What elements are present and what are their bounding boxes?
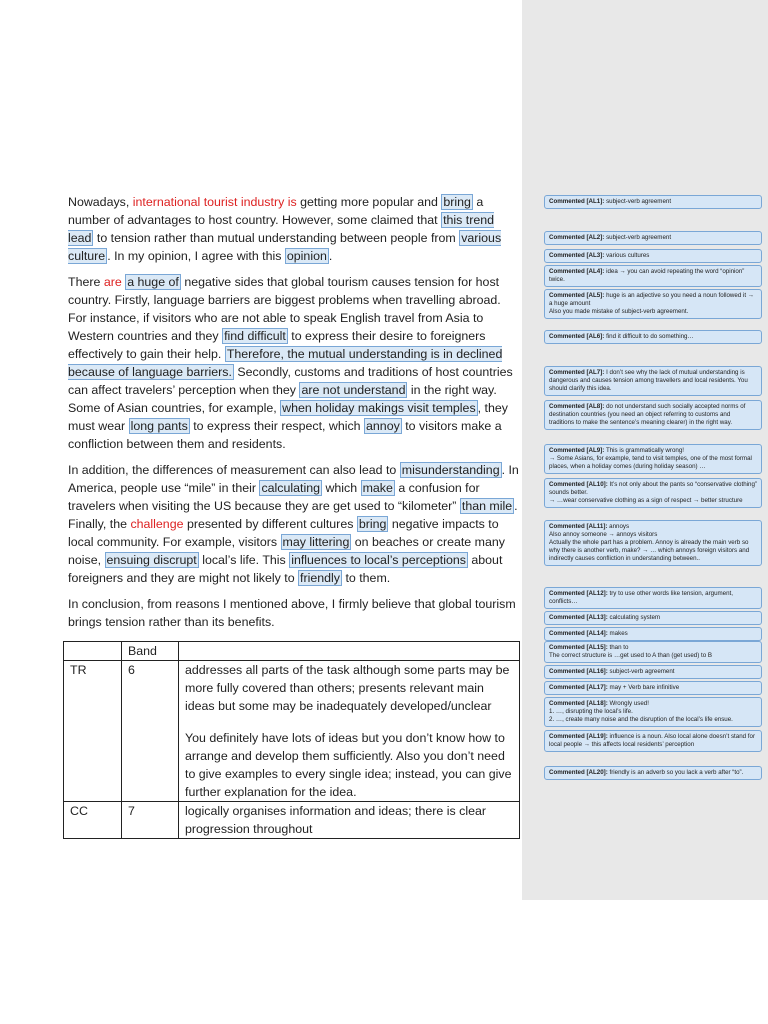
table-row [64, 661, 520, 802]
comment-balloon[interactable] [544, 478, 762, 508]
comment-text: makes [607, 630, 628, 637]
criterion-cell: TR [64, 661, 122, 802]
paragraph-2 [68, 273, 522, 453]
comment-balloon[interactable] [544, 231, 762, 245]
comment-balloon[interactable] [544, 697, 762, 727]
descriptor-text: addresses all parts of the task although some parts may be more fully covered than others; presents relevant main ideas but some may be inadequately developed/unclear [185, 663, 510, 713]
comment-text: than to [607, 644, 629, 651]
text: getting more popular and [296, 195, 442, 209]
comment-anchor[interactable]: when holiday makings visit temples [282, 401, 476, 415]
comment-text: idea → you can avoid repeating the word “opinion” twice. [549, 268, 745, 283]
table-header-cell: Band [122, 642, 179, 661]
comment-anchor[interactable]: misunderstanding [401, 463, 500, 477]
comment-anchor[interactable]: opinion [286, 249, 327, 263]
comment-balloon[interactable] [544, 249, 762, 263]
comment-anchor[interactable]: bring [358, 517, 387, 531]
comment-text: subject-verb agreement [607, 668, 675, 675]
comment-balloon[interactable] [544, 766, 762, 780]
comment-label: Commented [AL2]: [549, 234, 605, 241]
comment-anchor[interactable]: find difficult [224, 329, 286, 343]
comment-anchor[interactable]: this trend lead [68, 213, 495, 245]
comment-text: Wrongly used! [607, 700, 649, 707]
paragraph-4: In conclusion, from reasons I mentioned above, I firmly believe that global tourism brings tension rather than its benefits. [68, 597, 516, 629]
text: In addition, the differences of measurement can also lead to [68, 463, 400, 477]
text: to tension rather than mutual understanding between people from [93, 231, 460, 245]
comment-balloon[interactable] [544, 681, 762, 695]
comment-label: Commented [AL14]: [549, 630, 608, 637]
comment-text: Also annoy someone → annoys visitors [549, 531, 658, 538]
comment-label: Commented [AL20]: [549, 769, 608, 776]
comment-label: Commented [AL9]: [549, 447, 605, 454]
comment-text: calculating system [607, 614, 661, 621]
table-row [64, 802, 520, 839]
comment-label: Commented [AL17]: [549, 684, 608, 691]
comment-anchor[interactable]: ensuing discrupt [106, 553, 197, 567]
comment-label: Commented [AL16]: [549, 668, 608, 675]
comment-label: Commented [AL12]: [549, 590, 608, 597]
text: on beaches or create many noise, [68, 535, 505, 567]
comment-balloon[interactable] [544, 627, 762, 641]
text: about foreigners and they are might not likely to [68, 553, 503, 585]
comment-balloon[interactable] [544, 400, 762, 430]
text: to visitors make a confliction between them and residents. [68, 419, 502, 451]
comment-anchor[interactable]: annoy [366, 419, 400, 433]
comment-text: The correct structure is …get used to A than (get used) to B [549, 652, 713, 659]
comment-balloon[interactable] [544, 641, 762, 663]
text: a confusion for travelers when visiting the US because they are get used to “kilometer” [68, 481, 480, 513]
text: to express their respect, which [189, 419, 365, 433]
comment-balloon[interactable] [544, 289, 762, 319]
essay-body [68, 193, 522, 639]
paragraph-1 [68, 193, 522, 265]
comment-text: huge is an adjective so you need a noun followed it → a huge amount [549, 292, 754, 307]
text: to express their desire to foreigners effectively to gain their help. [68, 329, 486, 361]
comment-balloon[interactable] [544, 611, 762, 625]
comment-anchor[interactable]: Therefore, the mutual understanding is in declined because of language barriers. [68, 347, 503, 379]
comment-text: do not understand such socially accepted norms of destination countries (you need an object referring to customs and traditions to make the sentence’s meaning clearer) in the right way. [549, 403, 746, 426]
descriptor-cell [179, 661, 520, 802]
comment-text: subject-verb agreement [604, 198, 672, 205]
comment-label: Commented [AL18]: [549, 700, 608, 707]
comment-anchor[interactable]: than mile [461, 499, 513, 513]
comment-text: Also you made mistake of subject-verb agreement. [549, 308, 689, 315]
text: presented by different cultures [183, 517, 357, 531]
text: local’s life. This [198, 553, 290, 567]
comment-label: Commented [AL19]: [549, 733, 608, 740]
comment-balloon[interactable] [544, 665, 762, 679]
band-cell: 6 [122, 661, 179, 802]
text: . Finally, the [68, 499, 518, 531]
comment-text: → Some Asians, for example, tend to visit temples, one of the most formal places, when a holiday comes (during holiday season) … [549, 455, 752, 470]
comment-label: Commented [AL4]: [549, 268, 605, 275]
descriptor-cell [179, 802, 520, 839]
comment-anchor[interactable]: influences to local’s perceptions [291, 553, 466, 567]
text: . In America, people use “mile” in their [68, 463, 519, 495]
comment-balloon[interactable] [544, 265, 762, 287]
comment-text: Actually the whole part has a problem. Annoy is already the main verb so why there is another verb, make? → … which annoys foreign visitors and indirectly causes confliction in understanding between.. [549, 539, 750, 562]
comment-text: annoys [607, 523, 630, 530]
comment-label: Commented [AL7]: [549, 369, 605, 376]
comment-anchor[interactable]: make [362, 481, 393, 495]
comment-label: Commented [AL11]: [549, 523, 608, 530]
comment-text: may + Verb bare infinitive [607, 684, 680, 691]
comment-balloon[interactable] [544, 520, 762, 566]
comment-label: Commented [AL13]: [549, 614, 608, 621]
comment-text: try to use other words like tension, argument, conflicts… [549, 590, 733, 605]
comment-label: Commented [AL5]: [549, 292, 605, 299]
comment-anchor[interactable]: bring [443, 195, 471, 209]
band-score-table [63, 641, 520, 839]
comment-anchor[interactable]: various culture [68, 231, 502, 263]
comment-text: It’s not only about the pants so “conservative clothing” sounds better. [549, 481, 757, 496]
text: , they must wear [68, 401, 508, 433]
text-red: challenge [130, 517, 184, 531]
comment-text: I don’t see why the lack of mutual understanding is dangerous and causes tension among travellers and local residents. You should clarify this idea. [549, 369, 748, 392]
text-red: are [103, 275, 122, 289]
comment-text: subject-verb agreement [604, 234, 672, 241]
comment-anchor[interactable]: calculating [261, 481, 321, 495]
criterion-cell: CC [64, 802, 122, 839]
comment-text: 2. …, create many noise and the disruption of the local’s life ensue. [549, 716, 733, 723]
comment-label: Commented [AL15]: [549, 644, 608, 651]
table-header-cell [179, 642, 520, 661]
comment-text: → …wear conservative clothing as a sign of respect → better structure [549, 497, 743, 504]
text: negative impacts to local community. For example, visitors [68, 517, 499, 549]
paragraph-3 [68, 461, 522, 587]
table-header-cell [64, 642, 122, 661]
band-cell: 7 [122, 802, 179, 839]
comment-balloon[interactable] [544, 366, 762, 396]
text: Secondly, customs and traditions of host countries can affect travelers’ perception when they [68, 365, 513, 397]
comment-label: Commented [AL8]: [549, 403, 605, 410]
spacer [185, 715, 513, 729]
comment-text: influence is a noun. Also local alone doesn’t stand for local people → this affects local residents’ perception [549, 733, 756, 748]
comment-anchor[interactable]: a huge of [127, 275, 179, 289]
comment-text: This is grammatically wrong! [604, 447, 685, 454]
comment-anchor[interactable]: are not understand [301, 383, 406, 397]
text-red: international tourist industry is [132, 195, 297, 209]
text: a number of advantages to host country. However, some claimed that [68, 195, 484, 227]
comment-balloon[interactable] [544, 195, 762, 209]
comment-text: various cultures [604, 252, 650, 259]
comment-label: Commented [AL1]: [549, 198, 605, 205]
text: Nowadays, [68, 195, 133, 209]
comment-anchor[interactable]: friendly [300, 571, 340, 585]
comment-text: find it difficult to do something… [604, 333, 694, 340]
text: There [68, 275, 104, 289]
comment-balloon[interactable] [544, 444, 762, 474]
comment-label: Commented [AL3]: [549, 252, 605, 259]
comment-text: 1. …, disrupting the local’s life. [549, 708, 633, 715]
comment-label: Commented [AL10]: [549, 481, 608, 488]
text: in the right way. Some of Asian countries, for example, [68, 383, 497, 415]
text: . In my opinion, I agree with this [107, 249, 285, 263]
teacher-note: You definitely have lots of ideas but you don’t know how to arrange and develop them sufficiently. Also you don’t need to give examples to every single idea; instead, you can give further explanation for the idea. [185, 731, 512, 799]
text: which [322, 481, 361, 495]
text: negative sides that global tourism causes tension for host country. Firstly, language barriers are biggest problems when travelling abroad. For instance, if visitors who are not able to speak English travel from Asia to Western countries and they [68, 275, 501, 343]
descriptor-text: logically organises information and ideas; there is clear progression throughout [185, 804, 486, 836]
text: . [328, 249, 333, 263]
table-header-row [64, 642, 520, 661]
comment-text: friendly is an adverb so you lack a verb after “to”. [607, 769, 744, 776]
text: to them. [342, 571, 391, 585]
comment-balloon[interactable] [544, 330, 762, 344]
comment-anchor[interactable]: may littering [282, 535, 350, 549]
comment-anchor[interactable]: long pants [130, 419, 188, 433]
comment-label: Commented [AL6]: [549, 333, 605, 340]
comment-balloon[interactable] [544, 730, 762, 752]
comment-balloon[interactable] [544, 587, 762, 609]
